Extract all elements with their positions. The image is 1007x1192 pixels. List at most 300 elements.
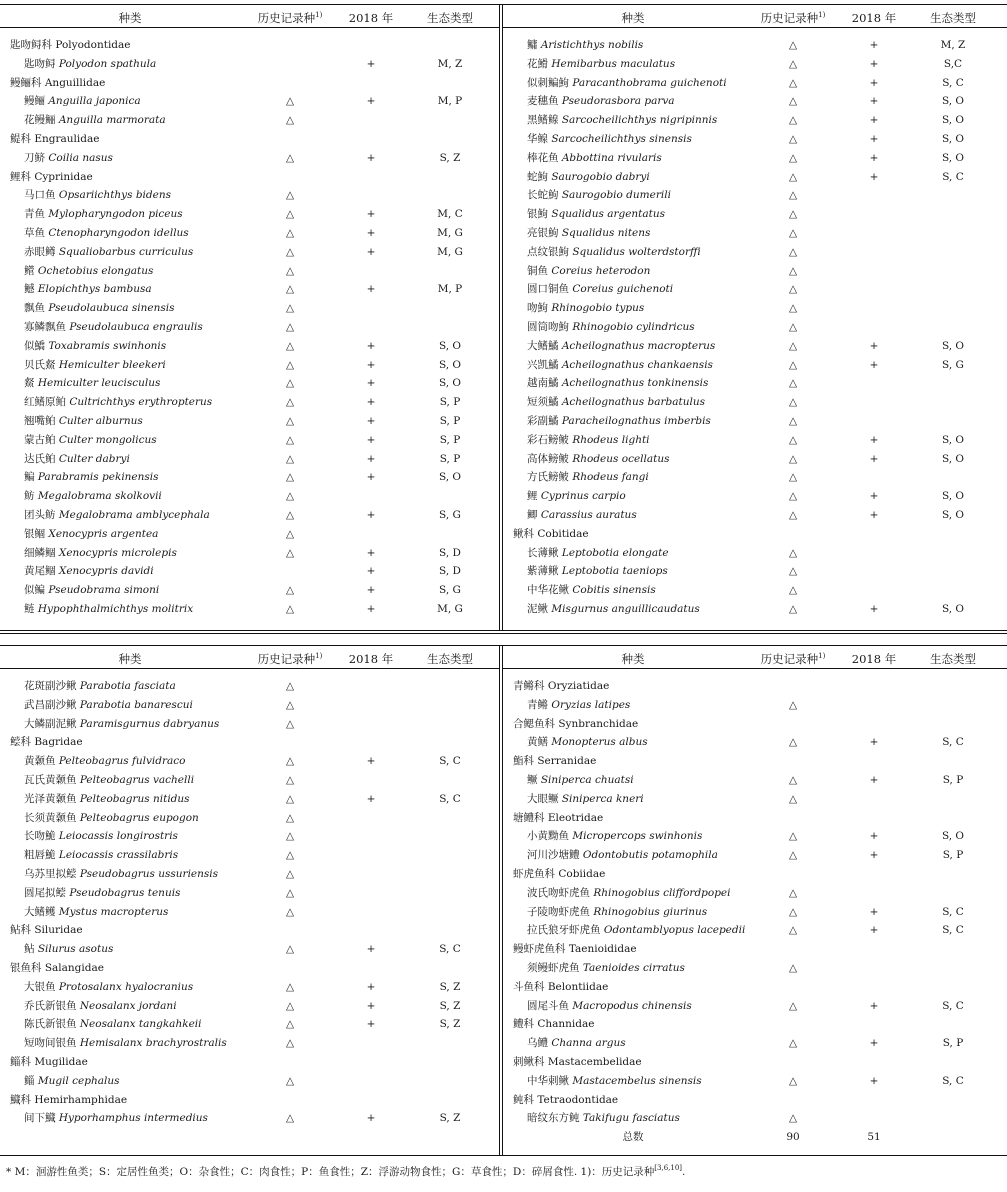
history-cell: △ [788,208,798,221]
history-cell: △ [788,1074,798,1087]
history-cell: △ [285,471,295,484]
year-cell: + [869,358,879,371]
history-cell: △ [788,905,798,918]
year-cell: + [869,849,879,862]
species-row [503,696,1007,715]
chinese-name: 银鲴 [24,527,45,540]
year-cell: + [869,151,879,164]
chinese-name: 短须鱊 [527,396,559,409]
eco-type-cell: S, P [439,396,461,409]
latin-name: Protosalanx hyalocranius [58,980,194,993]
chinese-name: 铜鱼 [527,264,548,277]
year-cell: + [869,1074,879,1087]
chinese-name: 花鳗鲡 [24,114,56,127]
latin-name: Pelteobagrus nitidus [79,792,190,805]
eco-type-cell: M, P [437,283,463,296]
history-cell: △ [788,114,798,127]
species-row [503,903,1007,922]
species-name [527,696,630,715]
eco-type-cell: S, O [941,490,965,503]
footnote-end: . [682,1166,686,1178]
year-cell: + [366,509,376,521]
year-cell: + [366,471,376,484]
species-name [24,1015,202,1034]
latin-name: Leptobotia taeniops [561,565,668,578]
species-name [24,846,178,865]
chinese-name: 鳗虾虎鱼科 [513,943,566,956]
species-name [527,733,648,752]
family-name [10,74,105,93]
species-row [0,393,499,412]
species-row [503,450,1007,469]
chinese-name: 越南鱊 [527,377,559,390]
latin-name: Hypophthalmichthys molitrix [37,603,194,615]
species-name [24,715,219,734]
species-name [24,1034,227,1053]
header-history-text: 历史记录种 [760,11,819,25]
chinese-name: 鳢科 [513,1018,534,1031]
latin-name: Polyodon spathula [58,57,157,70]
species-row [0,865,499,884]
history-cell: △ [285,849,295,862]
header-eco-text: 生态类型 [427,11,473,25]
species-name [527,186,671,205]
chinese-name: 鲢 [24,603,35,615]
year-cell: + [366,943,376,956]
chinese-name: 贝氏䱗 [24,358,56,371]
chinese-name: 青鳉科 [513,680,545,692]
chinese-name: 鱵科 [10,1093,31,1106]
latin-name: Channa argus [551,1037,626,1050]
species-name [527,356,713,375]
species-row [503,337,1007,356]
year-cell: + [869,736,879,749]
latin-name: Mugil cephalus [37,1074,120,1087]
species-row [0,940,499,959]
latin-name: Hemiculter leucisculus [37,377,161,390]
species-name [527,790,644,809]
table-header [0,8,499,28]
year-cell: 51 [867,1131,881,1144]
header-history [743,651,843,667]
latin-name: Pseudolaubuca engraulis [69,321,203,333]
history-cell: △ [285,433,295,446]
history-cell: △ [285,339,295,352]
family-row [0,168,499,187]
eco-type-cell: S, O [941,452,965,465]
species-row [503,790,1007,809]
species-name [24,506,210,525]
latin-name: Belontiidae [547,980,609,993]
year-cell: + [366,980,376,993]
latin-name: Rhodeus lighti [572,433,650,446]
chinese-name: 小黄黝鱼 [527,830,569,843]
species-row [0,771,499,790]
latin-name: Eleotridae [547,811,604,824]
latin-name: Ctenopharyngodon idellus [48,227,189,239]
latin-name: Cyprinidae [34,170,93,183]
history-cell: △ [285,698,295,711]
species-row [0,997,499,1016]
species-name [24,299,175,318]
family-row [503,1015,1007,1034]
header-year-text: 2018 年 [851,11,897,25]
latin-name: Channidae [537,1018,595,1031]
latin-name: Leiocassis crassilabris [58,849,179,862]
latin-name: Sarcocheilichthys sinensis [551,133,692,145]
chinese-name: 光泽黄颡鱼 [24,792,77,805]
family-row [0,130,499,149]
species-name [527,374,708,393]
latin-name: Opsariichthys bidens [58,189,172,202]
eco-type-cell: M, Z [437,57,463,70]
family-name [10,168,93,187]
latin-name: Acheilognathus tonkinensis [561,377,709,390]
history-cell: △ [788,1037,798,1050]
species-row [503,959,1007,978]
family-name [513,978,608,997]
panel-top-right [503,4,1007,630]
eco-type-cell: S, C [942,1074,964,1087]
history-cell: △ [788,189,798,202]
latin-name: Coilia nasus [48,151,113,164]
chinese-name: 鳗鲡 [24,95,45,108]
history-cell: △ [285,584,295,597]
year-cell: + [366,1112,376,1125]
history-cell: △ [285,717,295,730]
species-row [0,696,499,715]
latin-name: Acheilognathus barbatulus [561,396,706,409]
history-cell: △ [285,603,295,615]
history-cell: △ [285,1018,295,1031]
history-cell: △ [788,962,798,974]
year-cell: + [869,39,879,51]
latin-name: Mylopharyngodon piceus [48,208,183,221]
latin-name: Rhinogobio typus [551,302,645,315]
chinese-name: 武昌副沙鳅 [24,698,77,711]
chinese-name: 粗唇鮠 [24,849,56,862]
species-name [527,168,650,187]
species-name [24,450,130,469]
species-row [0,677,499,696]
header-history-text: 历史记录种 [257,11,316,25]
chinese-name: 乌苏里拟鲿 [24,868,77,880]
species-row [503,506,1007,525]
header-eco [410,10,490,26]
species-row [0,790,499,809]
chinese-name: 长薄鳅 [527,546,559,559]
eco-type-cell: S, O [438,471,462,484]
year-cell: + [869,603,879,615]
species-row [0,525,499,544]
eco-type-cell: S, C [942,736,964,749]
year-cell: + [869,774,879,786]
header-eco [913,10,993,26]
chinese-name: 乌鳢 [527,1037,548,1050]
chinese-name: 暗纹东方鲀 [527,1112,580,1125]
history-cell: △ [788,471,798,484]
family-name [513,865,605,884]
year-cell: + [366,57,376,70]
latin-name: Mystus macropterus [58,905,169,918]
species-row [0,752,499,771]
species-name [24,581,159,600]
latin-name: Siluridae [34,924,83,937]
species-name [24,149,113,168]
chinese-name: 彩副鱊 [527,415,559,427]
latin-name: Neosalanx jordani [79,999,177,1012]
species-row [0,715,499,734]
eco-type-cell: M, C [437,208,463,221]
latin-name: Culter mongolicus [58,433,157,446]
table-header [503,8,1007,28]
chinese-name: 鲻 [24,1074,35,1087]
year-cell: + [366,565,376,578]
latin-name: Hemisalanx brachyrostralis [79,1037,227,1050]
latin-name: Culter alburnus [58,415,143,427]
family-name [513,809,603,828]
latin-name: Aristichthys nobilis [540,39,644,51]
species-name [527,55,675,74]
eco-type-cell: S, O [941,433,965,446]
species-name [24,884,180,903]
year-cell: + [869,170,879,183]
species-row [0,205,499,224]
chinese-name: 马口鱼 [24,189,56,202]
table-header [0,649,499,669]
year-cell: + [366,227,376,239]
eco-type-cell: S,C [943,57,963,70]
latin-name: Monopterus albus [551,736,648,749]
species-name [24,412,143,431]
species-name [24,790,190,809]
chinese-name: 紫薄鳅 [527,565,559,578]
species-row [0,450,499,469]
latin-name: Xenocypris microlepis [58,546,177,559]
history-cell: △ [285,527,295,540]
latin-name: Cyprinus carpio [540,490,626,503]
latin-name: Parabotia banarescui [79,698,193,711]
latin-name: Parabramis pekinensis [37,471,159,484]
species-name [527,544,669,563]
eco-type-cell: S, G [439,509,461,521]
species-name [527,827,702,846]
latin-name: Xenocypris argentea [48,527,159,540]
chinese-name: 细鳞鲴 [24,546,56,559]
species-name [24,243,193,262]
eco-type-cell: S, O [941,95,965,108]
family-row [0,1053,499,1072]
latin-name: Abbottina rivularis [561,151,662,164]
eco-type-cell: S, O [941,114,965,127]
family-row [0,36,499,55]
species-name [24,600,193,619]
chinese-name: 鲂 [24,490,35,503]
chinese-name: 蒙古鲌 [24,433,56,446]
history-cell: △ [285,245,295,258]
year-cell: + [869,339,879,352]
chinese-name: 河川沙塘鳢 [527,849,580,862]
history-cell: △ [285,302,295,315]
species-name [24,55,156,74]
chinese-name: 鳀科 [10,133,31,145]
latin-name: Toxabramis swinhonis [48,339,167,352]
year-cell: + [869,76,879,89]
table-bottom-rule [0,1155,1007,1156]
family-row [0,74,499,93]
species-name [527,130,692,149]
latin-name: Saurogobio dabryi [551,170,650,183]
latin-name: Mugilidae [34,1056,88,1068]
latin-name: Hemirhamphidae [34,1093,128,1106]
year-cell: + [869,1037,879,1050]
latin-name: Polyodontidae [55,39,131,51]
species-row [503,997,1007,1016]
species-name [527,92,675,111]
chinese-name: 蛇鮈 [527,170,548,183]
species-name [24,468,159,487]
history-cell: △ [788,830,798,843]
chinese-name: 鳊 [24,471,35,484]
history-cell: △ [285,999,295,1012]
latin-name: Pelteobagrus fulvidraco [58,755,186,768]
latin-name: Tetraodontidae [537,1093,619,1106]
latin-name: Acheilognathus macropterus [561,339,716,352]
year-cell: + [869,830,879,843]
header-species-text: 种类 [621,11,645,25]
chinese-name: 似刺鳊鮈 [527,76,569,89]
history-cell: △ [788,76,798,89]
latin-name: Siniperca kneri [561,792,644,805]
top-half-bottom-rule-2 [0,633,1007,634]
eco-type-cell: S, Z [439,980,461,993]
history-cell: △ [788,245,798,258]
species-name [24,393,212,412]
family-row [503,978,1007,997]
chinese-name: 圆尾斗鱼 [527,999,569,1012]
latin-name: Pseudolaubuca sinensis [48,302,175,315]
species-row [503,1109,1007,1128]
species-row [0,809,499,828]
species-name [24,562,154,581]
latin-name: Anguilla marmorata [58,114,166,127]
species-row [503,921,1007,940]
chinese-name: 鳗鲡科 [10,76,42,89]
chinese-name: 拉氏狼牙虾虎鱼 [527,924,601,937]
latin-name: Cobiidae [558,868,606,880]
history-cell: △ [788,396,798,409]
history-cell: △ [788,565,798,578]
latin-name: Coreius heterodon [551,264,651,277]
history-cell: △ [788,1112,798,1125]
history-cell: △ [788,57,798,70]
species-row [0,506,499,525]
latin-name: Mastacembelus sinensis [572,1074,702,1087]
footnote-text: * M：洄游性鱼类；S：定居性鱼类；O：杂食性；C：肉食性；P：鱼食性；Z：浮游动物食性；G：草食性；D：碎屑食性. 1)：历史记录种 [6,1166,655,1178]
chinese-name: 须鳗虾虎鱼 [527,962,580,974]
eco-type-cell: M, G [437,603,463,615]
chinese-name: 翘嘴鲌 [24,415,56,427]
header-history-text: 历史记录种 [257,652,316,666]
eco-type-cell: S, Z [439,1018,461,1031]
species-row [503,36,1007,55]
species-row [503,374,1007,393]
species-row [0,544,499,563]
chinese-name: 鲤科 [10,170,31,183]
chinese-name: 鲇科 [10,924,31,937]
year-cell: + [869,57,879,70]
latin-name: Cobitis sinensis [572,584,656,597]
species-name [24,827,178,846]
eco-type-cell: S, O [941,830,965,843]
chinese-name: 青鳉 [527,698,548,711]
year-cell: + [869,133,879,145]
year-cell: + [869,999,879,1012]
footnote-ref: [3,6,10] [654,1164,683,1172]
header-species-text: 种类 [118,652,142,666]
history-footnote-mark: 1) [818,652,826,660]
family-row [503,715,1007,734]
species-row [0,846,499,865]
species-name [24,487,162,506]
latin-name: Rhodeus fangi [572,471,649,484]
species-name [24,337,166,356]
species-name [527,450,670,469]
chinese-name: 花䱻 [527,57,548,70]
eco-type-cell: S, P [439,452,461,465]
eco-type-cell: S, O [438,377,462,390]
family-name [10,1053,88,1072]
species-row [503,544,1007,563]
latin-name: Rhinogobius giurinus [593,905,708,918]
chinese-name: 子陵吻虾虎鱼 [527,905,590,918]
year-cell: + [366,792,376,805]
species-row [0,412,499,431]
family-name [513,752,596,771]
latin-name: Megalobrama skolkovii [37,490,162,503]
species-row [503,431,1007,450]
history-cell: △ [285,868,295,880]
species-row [503,487,1007,506]
latin-name: Synbranchidae [558,717,639,730]
year-cell: + [869,433,879,446]
species-name [527,74,727,93]
species-row [503,1072,1007,1091]
chinese-name: 点纹银鮈 [527,245,569,258]
species-name [527,431,650,450]
species-name [24,752,185,771]
chinese-name: 总数 [622,1131,644,1144]
eco-type-cell: S, C [942,905,964,918]
eco-type-cell: S, O [941,151,965,164]
history-cell: △ [285,490,295,503]
chinese-name: 圆筒吻鮈 [527,321,569,333]
chinese-name: 刺鳅科 [513,1056,545,1068]
eco-type-cell: S, G [439,584,461,597]
species-row [503,1034,1007,1053]
eco-type-cell: S, C [942,924,964,937]
chinese-name: 华鳈 [527,133,548,145]
latin-name: Pseudobagrus ussuriensis [79,868,219,880]
eco-type-cell: S, C [942,999,964,1012]
species-name [527,1072,702,1091]
history-cell: △ [788,584,798,597]
year-cell: + [366,433,376,446]
species-row [503,224,1007,243]
history-cell: △ [285,792,295,805]
species-name [527,600,700,619]
latin-name: Paracanthobrama guichenoti [572,76,727,89]
